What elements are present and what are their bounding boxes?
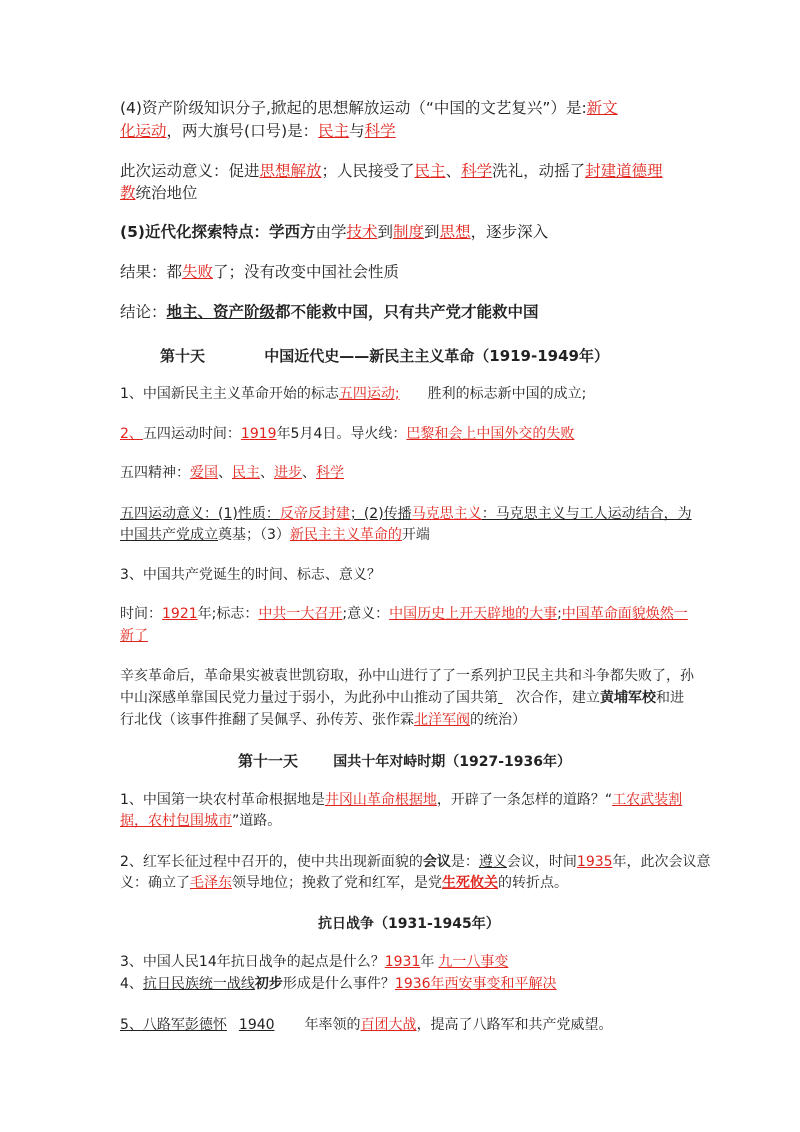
answer: 民主 [414,162,446,180]
section-heading-day11 [238,750,571,771]
text: 了；没有改变中国社会性质 [213,263,400,281]
xinhai-line3 [120,710,526,730]
may-fourth-meaning-line1 [120,504,692,524]
para-modernization [120,222,548,242]
text: 的统治） [470,712,526,728]
text: ：马克思主义与工人运动结合，为 [481,506,692,522]
answer: 1935 [576,854,613,870]
q2 [120,424,574,444]
para-new-culture-line1 [120,98,618,118]
text: ，逐步深入 [470,223,549,241]
text: 胜利的标志新中国的成立; [427,386,587,402]
text: 、 [260,465,274,481]
answer: 中国历史上开天辟地的大事 [389,606,558,622]
answer: 新民主主义革命的 [289,527,402,543]
answer: 生死攸关 [442,875,498,891]
text: 都不能救中国，只有共产党才能救中国 [275,303,539,321]
text: ；(2)传播 [349,506,412,522]
section-heading-day10 [160,345,609,366]
text: 是： [450,854,479,870]
text: 开端 [401,527,430,543]
text: ”道路。 [232,813,282,829]
answer: 思想解放 [259,162,322,180]
answer: 封建道德理 [585,162,663,180]
text: 结果：都 [120,263,183,281]
day-label: 第十一天 [238,752,299,770]
section-title: 中国近代史——新民主主义革命（1919-1949年） [264,347,609,365]
answer: 教 [120,184,136,202]
para-meaning-line2 [120,183,198,203]
may-fourth-spirit [120,463,344,483]
answer: 新文 [586,99,618,117]
text: 五四精神： [120,465,190,481]
text: ，开辟了一条怎样的道路？“ [436,792,613,808]
text: 3、中国共产党诞生的时间、标志、意义？ [120,567,381,583]
t3 [120,1015,613,1035]
q3-question [120,565,381,585]
q3-answer-line2 [120,626,148,646]
text: 五四运动时间： [142,426,241,442]
text: 义：确立了 [120,875,190,891]
text: 抗日民族统一战线 [142,976,255,992]
answer: 爱国 [190,465,218,481]
answer: 民主 [318,122,350,140]
answer: 1936年西安事变和平解决 [394,976,557,992]
xinhai-line1 [120,666,694,686]
para-new-culture-line2 [120,121,396,141]
text: 时间： [120,606,162,622]
day-label: 第十天 [160,347,206,365]
section-heading-war [318,913,500,933]
q3-answer-line1 [120,604,688,624]
para-meaning-line1 [120,161,663,181]
text: 年;标志： [197,606,259,622]
answer: 民主 [232,465,260,481]
text: 中国共产党成立 [120,527,218,543]
text: 2、红军长征过程中召开的，使中共出现新面貌的 [120,854,423,870]
answer: 2、 [120,426,143,442]
answer: 1919 [240,426,277,442]
text: 4、 [120,976,143,992]
text: 初步 [254,976,283,992]
text: ；人民接受了 [321,162,415,180]
s1-line1 [120,790,682,810]
answer: 化运动 [120,122,167,140]
text: 遵义 [478,854,507,870]
answer: 中国革命面貌焕然一 [561,606,688,622]
text: 、 [218,465,232,481]
text: 此次运动意义：促进 [120,162,260,180]
answer: 科学 [364,122,396,140]
answer: 据，农村包围城市 [120,813,232,829]
text: (5)近代化探索特点： [120,223,269,241]
text: 领导地位；挽救了党和红军，是党 [232,875,442,891]
answer: 工农武装割 [612,792,683,808]
text: 统治地位 [135,184,198,202]
text: 3、中国人民14年抗日战争的起点是什么？ [120,954,385,970]
text: 黄埔军校 [600,690,656,706]
text: 1940 [238,1017,275,1033]
para-conclusion [120,302,539,322]
text: 五四运动意义：(1)性质： [120,506,280,522]
text: 中山深感单靠国民党力量过于弱小，为此孙中山推动了国共第 [120,690,498,706]
may-fourth-meaning-line2 [120,525,430,545]
blank [498,688,516,708]
text: 会议，时间 [506,854,577,870]
text: 奠基；（3） [218,527,290,543]
section-title: 国共十年对峙时期（1927-1936年） [333,754,571,770]
text: 、 [445,162,462,180]
answer: 1931 [384,954,421,970]
s2-line1 [120,852,711,872]
text: 与 [349,122,365,140]
text: 到 [424,223,440,241]
answer: 1921 [162,606,198,622]
answer: 新了 [120,628,148,644]
answer: 井冈山革命根据地 [324,792,437,808]
q1 [120,384,586,404]
section-title: 抗日战争（1931-1945年） [318,916,500,932]
text: 由学 [315,223,347,241]
text: 和进 [656,690,684,706]
s2-line2 [120,873,568,893]
text: 5、八路军彭德怀 [120,1017,227,1033]
text: ，两大旗号(口号)是： [166,122,319,140]
answer: 科学 [316,465,344,481]
text: 1、中国第一块农村革命根据地是 [120,792,325,808]
text: 、 [302,465,316,481]
text: ，提高了八路军和共产党威望。 [416,1017,613,1033]
text: 行北伐（该事件推翻了吴佩孚、孙传芳、张作霖 [120,712,414,728]
text: 洗礼，动摇了 [492,162,586,180]
answer: 思想 [439,223,471,241]
text: 年率领的 [304,1017,361,1033]
s1-line2 [120,811,281,831]
answer: 中共一大召开 [258,606,343,622]
t1 [120,952,516,972]
text: 结论： [120,303,167,321]
answer: 技术 [346,223,378,241]
text: 年 [420,954,435,970]
answer: 进步 [274,465,302,481]
text: 到 [377,223,394,241]
answer: 百团大战 [360,1017,417,1033]
answer: 制度 [393,223,425,241]
text: 的转折点。 [498,875,568,891]
text: 1、中国新民主主义革命开始的标志 [120,386,339,402]
text: 地主、资产阶级 [166,303,276,321]
text: 辛亥革命后，革命果实被袁世凯窃取，孙中山进行了了一系列护卫民主共和斗争都失败了，孙 [120,668,694,684]
answer: 失败 [182,263,214,281]
text: (4)资产阶级知识分子,掀起的思想解放运动（“中国的文艺复兴”）是: [120,99,587,117]
xinhai-line2 [120,688,684,708]
text: 形成是什么事件？ [282,976,395,992]
answer: 科学 [461,162,493,180]
answer: 五四运动; [338,386,400,402]
answer: 毛泽东 [190,875,232,891]
text: 学西方 [268,223,316,241]
text: 次合作，建立 [516,690,600,706]
answer: 巴黎和会上中国外交的失败 [406,426,575,442]
text: ;意义： [342,606,390,622]
answer: 反帝反封建 [279,506,350,522]
text: 会议 [422,854,451,870]
para-result [120,262,399,282]
t2 [120,974,557,994]
answer: 北洋军阀 [414,712,470,728]
text: 年，此次会议意 [612,854,711,870]
answer: 马克思主义 [411,506,482,522]
answer: 九一八事变 [438,954,509,970]
text: ; [557,606,562,622]
text: 年5月4日。导火线： [276,426,407,442]
